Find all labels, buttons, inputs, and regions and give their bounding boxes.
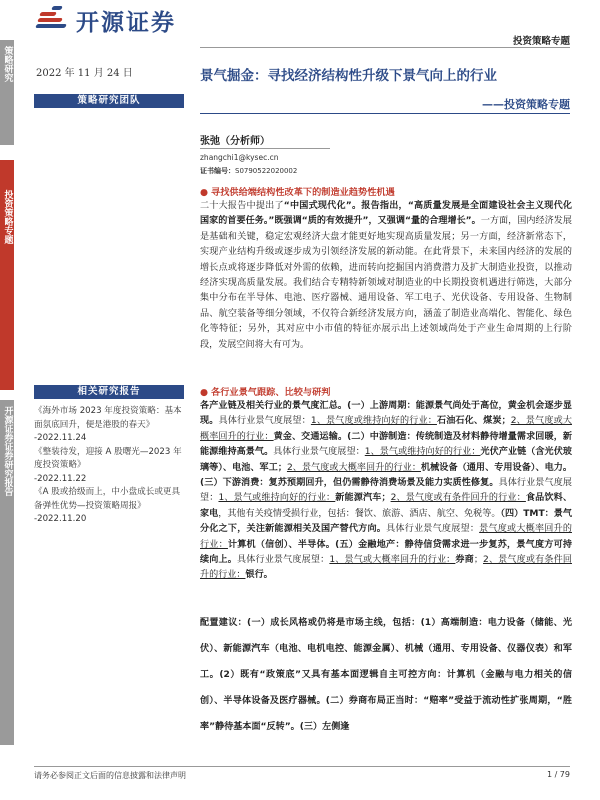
team-label-bar: 策略研究团队	[34, 94, 184, 108]
text-run: 1、景气度或维持向好的行业：	[310, 416, 437, 427]
report-title: 景气掘金：寻找经济结构性升级下景气向上的行业	[200, 68, 497, 84]
brand-name: 开源证券	[76, 9, 176, 36]
report-type-label: 投资策略专题	[512, 36, 570, 47]
related-report-2[interactable]	[34, 446, 186, 487]
related-report-title: 《整装待发，迎接 A 股曙光—2023 年度投资策略》	[34, 446, 182, 470]
config-paragraph	[200, 610, 572, 740]
text-run: 光伏产业链（含光伏玻璃等）、电池、军工；	[200, 447, 572, 473]
related-report-title: 《海外市场 2023 年度投资策略：基本面氛底回升，便是港股的春天》	[34, 406, 182, 430]
text-run: 1、景气或维持向好的行业：	[218, 493, 336, 504]
author-email[interactable]: zhangchi1@kysec.cn	[200, 153, 279, 162]
text-run: 1、景气或大概率回升的行业：	[329, 555, 456, 566]
text-run: 具体行业景气度展望：	[200, 478, 572, 504]
text-run: 银行。	[245, 570, 273, 581]
cert-label: 证书编号：	[200, 167, 235, 175]
side-strip-top	[0, 40, 14, 145]
text-run: 计算机（信创）、半导体。(五）金融地产：静待信贷需求进一步复苏，景气度方可持续向上。	[200, 539, 572, 566]
text-run: 新能源汽车；	[335, 493, 391, 504]
related-report-date: -2022.11.22	[34, 473, 87, 484]
text-run: 1、景气或维持向好的行业：	[364, 447, 481, 458]
related-reports-list	[34, 405, 186, 527]
side-strip-bottom	[0, 400, 14, 745]
text-run: 2、景气度或大概率回升的行业：	[286, 462, 421, 473]
text-run: 券商	[455, 555, 474, 566]
side-strip-middle-text: 投资策略专题	[2, 190, 13, 244]
text-run: 具体行业景气度展望：	[273, 447, 365, 458]
text-run: 具体行业景气度展望：	[218, 416, 311, 427]
text-run: 各产业链及相关行业的景气度汇总。(一）上游周期：能源景气尚处于高位，黄金机会逐步显现。	[200, 401, 572, 427]
text-run: 机械设备（通用、专用设备）、电力。(三）下游消费：复苏预期回升，但仍需静待消费场景及能力实质性修复。	[200, 462, 573, 489]
section1-paragraph	[200, 199, 572, 353]
text-run: 黄金、交通运输。(二）中游制造：传统制造及材料静待增量需求回暖，新能源维持高景气。	[200, 431, 572, 458]
cert-line	[200, 166, 297, 176]
text-run: 2、景气度或大概率回升的行业：	[200, 416, 572, 442]
footer-rule	[34, 766, 570, 767]
text-run: 具体行业景气度展望：	[386, 524, 480, 535]
report-date: 2022 年 11 月 24 日	[36, 68, 133, 79]
author-name: 张弛（分析师）	[200, 136, 270, 147]
text-run: 石油石化、煤炭；	[436, 416, 511, 427]
text-run: 景气度或大概率回升的行业：	[200, 524, 572, 550]
report-subtitle: ——投资策略专题	[482, 98, 570, 111]
author-rule	[200, 148, 330, 149]
related-report-date: -2022.11.20	[34, 514, 87, 524]
section2-paragraph	[200, 399, 572, 584]
section1-heading: ● 寻找供给端结构性改革下的制造业趋势性机遇	[200, 184, 395, 198]
section1-p1c: 一方面，国内经济发展是基础和关键，稳定宏观经济大盘才能更好地实现高质量发展；另一方面，经济新常态下，实现产业结构升级或逐步成为引领经济发展的新动能。在此背景下，未来国内经济的发展的增长点或将逐步降低对外需的依赖，进而转向挖掘国内消费潜力及扩大制造业投资，以推动经济实现高质量发展。我们结合专精特新领域对制造业的中长期投资机遇进行筛选，大部分集中分布在半导体、电池、医疗器械、通用设备、军工电子、光伏设备、专用设备、生物制品、航空装备等细分领域，不仅符合新经济发展方向，涵盖了制造业高端化、智能化、绿色化等特征；另外，其对应中小市值的特征亦展示出上述领域尚处于产业生命周期的上行阶段，发展空间将大有可为。	[200, 216, 572, 350]
related-report-date: -2022.11.24	[34, 433, 87, 443]
related-report-1[interactable]	[34, 405, 186, 446]
related-label-bar: 相关研究报告	[34, 385, 184, 399]
section1-p1a: 二十大报告中提出了	[200, 201, 284, 211]
text-run: 食品饮料、家电	[200, 493, 572, 519]
text-run: 具体行业景气度展望：	[236, 555, 330, 566]
page-number: 1 / 79	[546, 770, 570, 779]
related-report-3[interactable]	[34, 486, 186, 527]
title-rule	[200, 113, 570, 114]
section1-p1b: “中国式现代化”。报告指出，“高质量发展是全面建设社会主义现代化国家的首要任务。”既强调“质的有效提升”，又强调“量的合理增长”。	[200, 201, 572, 227]
header-rule	[200, 47, 570, 48]
logo-mark-icon	[34, 6, 74, 34]
brand-logo	[34, 4, 176, 36]
side-strip-middle	[0, 160, 14, 390]
text-run: 配置建议：(一）成长风格或仍将是市场主线，包括：(1）高端制造：电力设备（储能、光伏）、新能源汽车（电池、电机电控、能源金属）、机械（通用、专用设备、仪器仪表）和军工。(2）既有“政策底”又具有基本面逻辑自主可控方向：计算机（金融与电力相关的信创）、半导体设备及医疗器械。(二）券商布局正当时：“赔率”受益于流动性扩张周期，“胜率”静待基本面“反转”。(三）左侧逢	[200, 618, 572, 732]
footer-disclaimer: 请务必参阅正文后面的信息披露和法律声明	[34, 771, 186, 780]
text-run: 2、景气度或有条件回升的行业：	[390, 493, 526, 504]
cert-number: S0790522020002	[235, 167, 298, 175]
section2-heading: ● 各行业景气跟踪、比较与研判	[200, 384, 330, 398]
side-strip-top-text: 策略研究	[2, 46, 13, 82]
text-run: ；	[473, 555, 484, 566]
related-report-title: 《A 股或拾级而上，中小盘成长或更具备弹性优势—投资策略周报》	[34, 487, 181, 511]
text-run: ，其他有关疫情受损行业，包括：餐饮、旅游、酒店、航空、免税等。	[218, 508, 501, 519]
text-run: （四）TMT：景气分化之下，关注新能源相关及国产替代方向。	[200, 508, 572, 535]
side-strip-bottom-text: 开源证券证券研究报告	[2, 406, 13, 496]
text-run: 2、景气度或有条件回升的行业：	[200, 555, 572, 581]
